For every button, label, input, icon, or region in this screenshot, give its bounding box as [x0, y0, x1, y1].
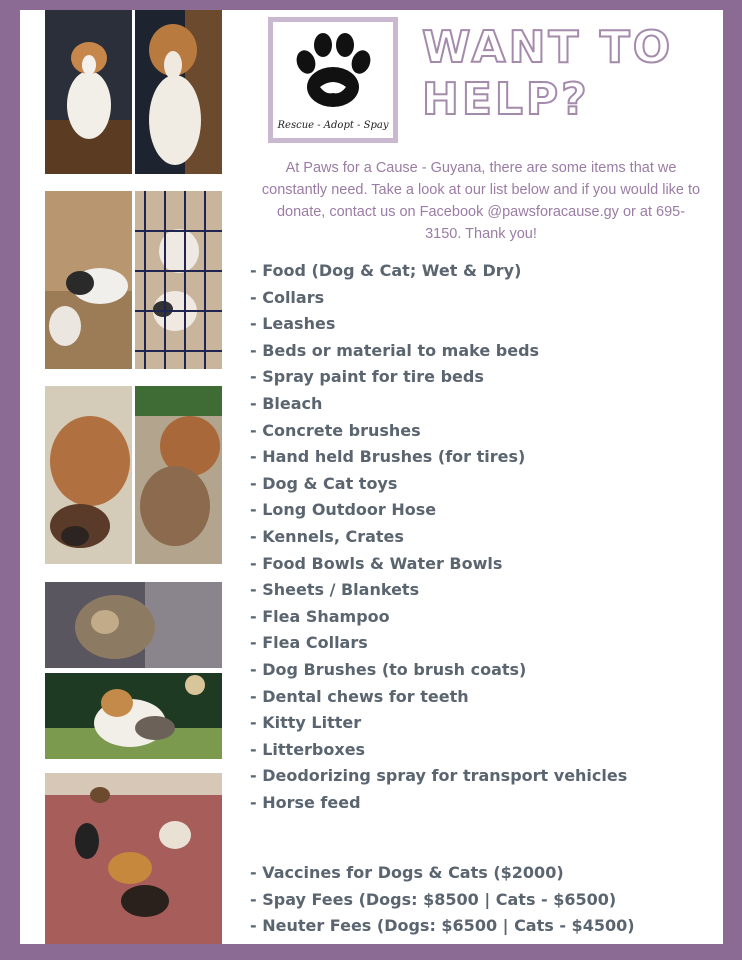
flyer-sheet	[20, 10, 723, 944]
photo-kittens-cage	[135, 191, 222, 369]
list-item: - Hand held Brushes (for tires)	[250, 447, 526, 467]
logo-tagline: Rescue - Adopt - Spay	[277, 120, 389, 131]
photo-kittens-box	[45, 191, 132, 369]
photo-dog-closeup	[135, 10, 222, 174]
headline-line1: WANT TO	[422, 22, 674, 73]
headline	[422, 22, 722, 126]
list-item: - Sheets / Blankets	[250, 580, 420, 600]
list-item: - Deodorizing spray for transport vehicles	[250, 766, 628, 786]
list-item: - Bleach	[250, 393, 323, 413]
list-item: - Dental chews for teeth	[250, 686, 469, 706]
headline-line2: HELP?	[422, 74, 590, 125]
list-item: - Collars	[250, 287, 325, 307]
photo-brown-dog-sleeping	[45, 386, 132, 564]
photo-column	[45, 10, 222, 944]
list-item: - Horse feed	[250, 792, 361, 812]
needed-items-list	[250, 258, 720, 816]
list-item: - Food (Dog & Cat; Wet & Dry)	[250, 261, 522, 280]
list-item: - Flea Shampoo	[250, 606, 390, 626]
fee-item: - Spay Fees (Dogs: $8500 | Cats - $6500)	[250, 889, 617, 909]
photo-brown-dog-lying	[135, 386, 222, 564]
fees-list	[250, 860, 720, 940]
list-item: - Kennels, Crates	[250, 526, 404, 546]
fee-item: - Neuter Fees (Dogs: $6500 | Cats - $4500)	[250, 916, 635, 936]
intro-text: At Paws for a Cause - Guyana, there are some items that we constantly need. Take a look at our list below and if you would like to donate, contact us on Facebook @pawsforacause.gy or at 695-3150. Thank you!	[261, 160, 701, 242]
photo-kitten-christmas	[45, 673, 222, 759]
list-item: - Flea Collars	[250, 633, 368, 653]
list-item: - Spray paint for tire beds	[250, 367, 484, 387]
list-item: - Dog Brushes (to brush coats)	[250, 659, 527, 679]
list-item: - Kitty Litter	[250, 713, 362, 733]
list-item: - Concrete brushes	[250, 420, 421, 440]
list-item: - Beds or material to make beds	[250, 340, 540, 360]
paw-icon	[290, 32, 376, 112]
list-item: - Food Bowls & Water Bowls	[250, 553, 503, 573]
list-item: - Long Outdoor Hose	[250, 500, 437, 520]
photo-kitten-blanket	[45, 582, 222, 668]
list-item: - Dog & Cat toys	[250, 473, 398, 493]
list-item: - Leashes	[250, 314, 336, 334]
list-item: - Litterboxes	[250, 739, 366, 759]
rescue-logo	[268, 17, 398, 143]
fee-item: - Vaccines for Dogs & Cats ($2000)	[250, 863, 564, 882]
photo-puppies-yard	[45, 773, 222, 944]
photo-dog-on-chair	[45, 10, 132, 174]
